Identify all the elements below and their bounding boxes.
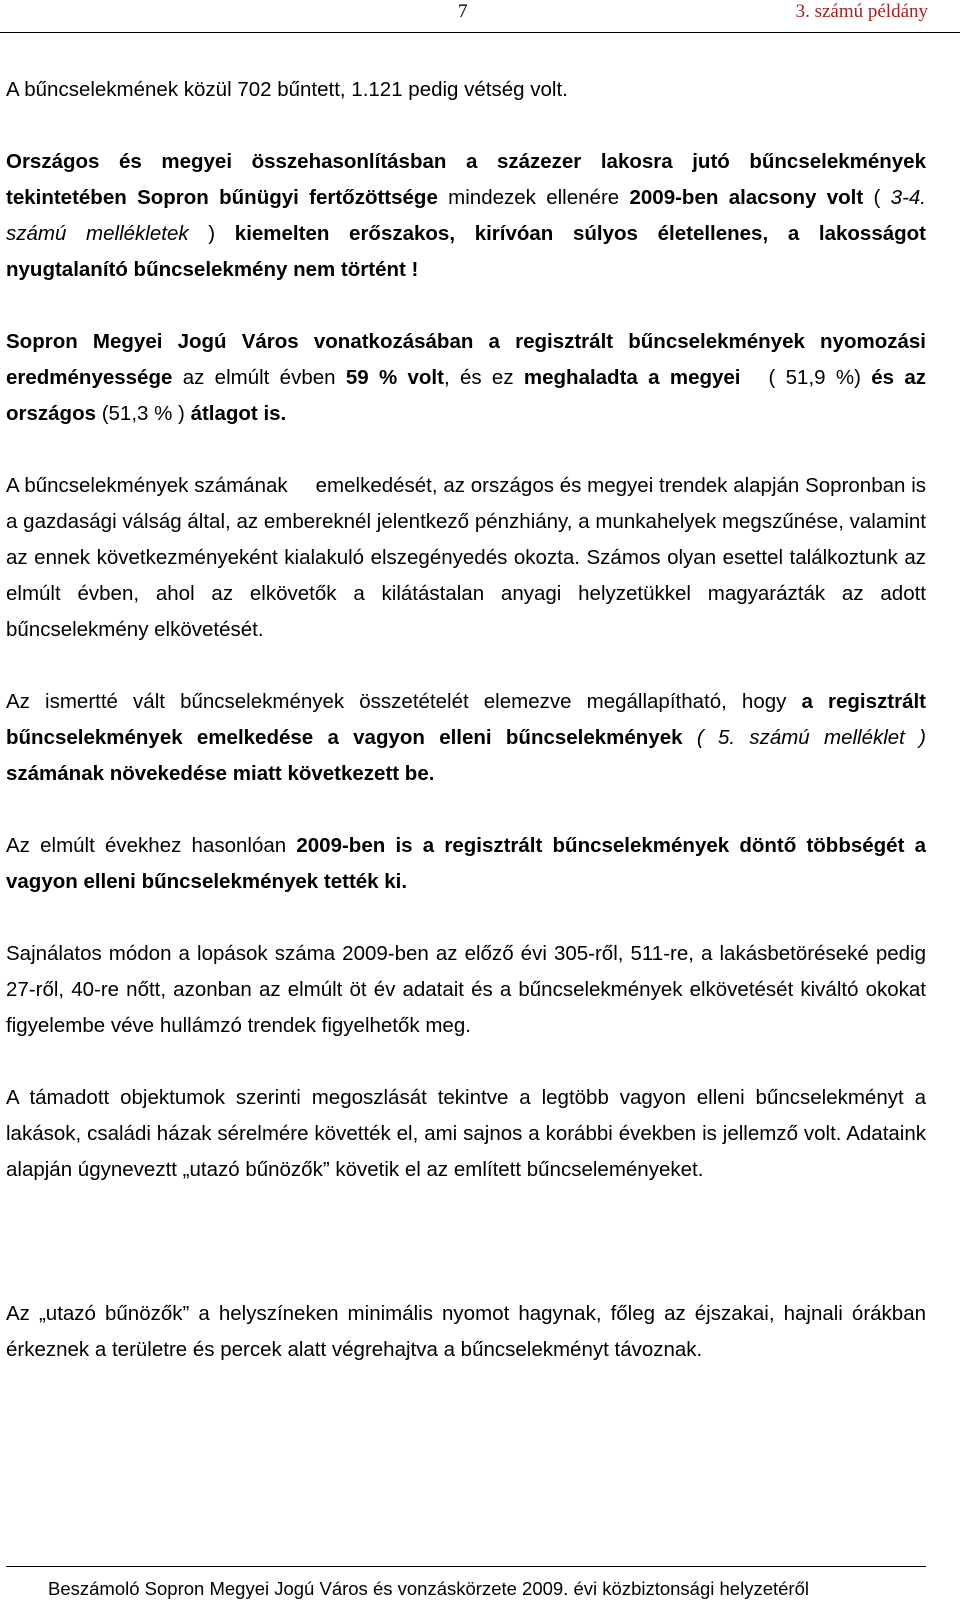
paragraph-9 (6, 1296, 926, 1368)
text-run-bold: átlagot is. (190, 402, 287, 425)
text-run: A bűncselekmények számának (6, 474, 288, 497)
paragraph-5 (6, 684, 926, 792)
paragraph-8 (6, 1080, 926, 1188)
paragraph-1 (6, 72, 926, 108)
text-run: mindezek ellenére (437, 186, 630, 209)
text-run: Az „utazó bűnözők” a helyszíneken minimális nyomot hagynak, főleg az éjszakai, hajnali órákban érkeznek a területre és percek alatt végrehajtva a bűncselekményt távoznak. (6, 1302, 926, 1361)
text-run: az elmúlt évben (172, 366, 346, 389)
paragraph-2 (6, 144, 926, 288)
document-copy-label: 3. számú példány (795, 1, 928, 22)
footer-divider (6, 1566, 926, 1567)
text-run: Sajnálatos módon a lopások száma 2009-ben az előző évi 305-ről, 511-re, a lakásbetöréseké pedig 27-ről, 40-re nőtt, azonban az elmúlt öt év adatait és a bűncselekmények elkövetését kiváltó okokat figyelembe véve hullámzó trendek figyelhetők meg. (6, 942, 926, 1037)
page-footer: Beszámoló Sopron Megyei Jogú Város és vonzáskörzete 2009. évi közbiztonsági helyzetéről (48, 1578, 809, 1599)
text-run: ( 51,9 %) (768, 366, 872, 389)
paragraph-7 (6, 936, 926, 1044)
text-run-bold: Sopron Megyei Jogú Város vonatkozásában a regisztrált bűncselekmények nyomozási eredményessége (6, 330, 926, 389)
text-run: A támadott objektumok szerinti megoszlását tekintve a legtöbb vagyon elleni bűncselekményt a lakások, családi házak sérelmére követték el, ami sajnos a korábbi években is jellemző volt. Adataink alapján úgyneveztt „utazó bűnözők” követik el az említett bűncseleményeket. (6, 1086, 926, 1181)
text-run-bold: kiemelten erőszakos, kirívóan súlyos életellenes, a lakosságot nyugtalanító bűncselekmény nem történt ! (6, 222, 927, 281)
text-run: , és ez (443, 366, 524, 389)
text-run-bold: 2009-ben is a regisztrált bűncselekmények döntő többségét a vagyon elleni bűncselekmények tették ki. (6, 834, 926, 893)
text-run-bold: 2009-ben alacsony volt (629, 186, 864, 209)
paragraph-6 (6, 828, 926, 900)
page-number: 7 (458, 1, 468, 22)
text-run-bold: és az országos (6, 366, 926, 425)
text-run-bold: a regisztrált bűncselekmények emelkedése a vagyon elleni bűncselekmények (6, 690, 926, 749)
text-run-bold: Országos és megyei összehasonlításban a százezer lakosra jutó bűncselekmények tekintetében Sopron bűnügyi fertőzöttsége (6, 150, 926, 209)
text-run: ( (863, 186, 891, 209)
paragraph-4 (6, 468, 926, 648)
text-run-bold: számának növekedése miatt következett be. (6, 762, 435, 785)
text-run: Az elmúlt évekhez hasonlóan (6, 834, 297, 857)
paragraph-3 (6, 324, 926, 432)
page-header (0, 0, 960, 30)
text-run: (51,3 % ) (96, 402, 191, 425)
text-run: A bűncselekmének közül 702 bűntett, 1.121 pedig vétség volt. (6, 78, 568, 101)
text-run-bold: 59 % volt (345, 366, 444, 389)
text-run: ) (188, 222, 235, 245)
text-run-bold: meghaladta a megyei (523, 366, 741, 389)
text-run: emelkedését, az országos és megyei trendek alapján Sopronban is a gazdasági válság által, az embereknél jelentkező pénzhiány, a munkahelyek megszűnése, valamint az ennek következményeként kialakuló elszegényedés okozta. Számos olyan esettel találkoztunk az elmúlt évben, ahol az elkövetők a kilátástalan anyagi helyzetükkel magyarázták az adott bűncselekmény elkövetését. (6, 474, 926, 641)
text-run: Az ismertté vált bűncselekmények összetételét elemezve megállapítható, hogy (6, 690, 802, 713)
annex-reference: ( 5. számú melléklet ) (696, 726, 926, 749)
annex-reference: 3-4. számú mellékletek (6, 186, 926, 245)
header-divider (0, 32, 960, 33)
document-body (6, 72, 926, 1368)
